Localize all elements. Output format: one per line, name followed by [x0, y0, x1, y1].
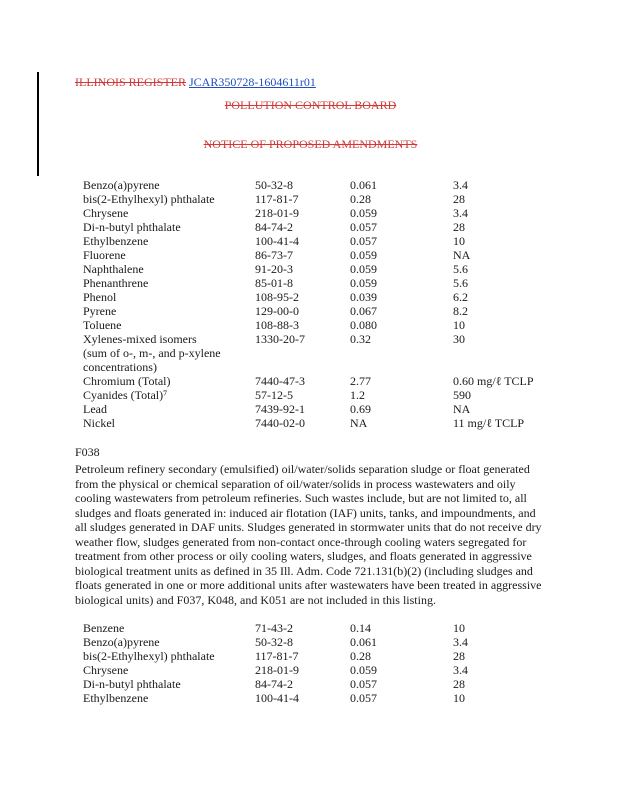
waste-code-label: F038: [75, 445, 100, 459]
table-row: [83, 332, 573, 346]
constituent-name: Chrysene: [83, 206, 129, 220]
revision-change-bar: [37, 72, 39, 176]
constituent-name: Chromium (Total): [83, 374, 171, 388]
table-row: [83, 234, 573, 248]
cas-number: [255, 360, 350, 374]
table-row: [83, 360, 573, 374]
constituent-name: Phenol: [83, 290, 117, 304]
constituent-name: Di-n-butyl phthalate: [83, 677, 181, 691]
cas-number: 7439-92-1: [255, 402, 305, 416]
nonwastewater-standard: 3.4: [453, 663, 468, 677]
nonwastewater-standard: [453, 360, 573, 374]
nonwastewater-standard: 10: [453, 621, 465, 635]
table-row: [83, 649, 573, 663]
cas-number: 1330-20-7: [255, 332, 305, 346]
constituent-name: Benzo(a)pyrene: [83, 178, 160, 192]
cas-number: 50-32-8: [255, 635, 293, 649]
wastewater-standard: [350, 346, 453, 360]
nonwastewater-standard: [453, 346, 573, 360]
cas-number: 57-12-5: [255, 388, 293, 402]
cas-number: 117-81-7: [255, 649, 299, 663]
constituent-name: Phenanthrene: [83, 276, 149, 290]
constituent-name: Ethylbenzene: [83, 691, 149, 705]
nonwastewater-standard: 8.2: [453, 304, 468, 318]
nonwastewater-standard: 10: [453, 234, 465, 248]
table-row: [83, 374, 573, 388]
constituent-name: Nickel: [83, 416, 115, 430]
wastewater-standard: 0.059: [350, 262, 377, 276]
nonwastewater-standard: 10: [453, 691, 465, 705]
table-row: [83, 262, 573, 276]
constituent-name: Toluene: [83, 318, 122, 332]
cas-number: 86-73-7: [255, 248, 293, 262]
wastewater-standard: 0.061: [350, 178, 377, 192]
board-title-struck: POLLUTION CONTROL BOARD: [224, 98, 397, 112]
constituent-name: Pyrene: [83, 304, 117, 318]
wastewater-standard: 0.080: [350, 318, 377, 332]
wastewater-standard: 0.057: [350, 677, 377, 691]
wastewater-standard: 0.039: [350, 290, 377, 304]
table-row: [83, 621, 573, 635]
cas-number: 84-74-2: [255, 220, 293, 234]
table-row: [83, 677, 573, 691]
cas-number: 129-00-0: [255, 304, 299, 318]
cas-number: 84-74-2: [255, 677, 293, 691]
constituent-name: Xylenes-mixed isomers: [83, 332, 197, 346]
nonwastewater-standard: 590: [453, 388, 471, 402]
register-header: [75, 75, 316, 90]
nonwastewater-standard: 28: [453, 649, 465, 663]
wastewater-standard: 0.69: [350, 402, 371, 416]
cas-number: 218-01-9: [255, 663, 299, 677]
wastewater-standard: 0.28: [350, 192, 371, 206]
cas-number: 117-81-7: [255, 192, 299, 206]
nonwastewater-standard: 10: [453, 318, 465, 332]
nonwastewater-standard: 3.4: [453, 178, 468, 192]
register-title-struck: ILLINOIS REGISTER: [75, 75, 186, 89]
nonwastewater-standard: 0.60 mg/ℓ TCLP: [453, 374, 534, 388]
table-row: [83, 192, 573, 206]
constituent-name: Ethylbenzene: [83, 234, 149, 248]
cas-number: 100-41-4: [255, 234, 299, 248]
nonwastewater-standard: 30: [453, 332, 465, 346]
register-id-inserted: JCAR350728-1604611r01: [189, 75, 316, 89]
cas-number: [255, 346, 350, 360]
wastewater-standard: 0.061: [350, 635, 377, 649]
wastewater-standard: 0.067: [350, 304, 377, 318]
table-row: [83, 663, 573, 677]
constituent-name: (sum of o-, m-, and p-xylene: [83, 346, 221, 360]
nonwastewater-standard: 28: [453, 220, 465, 234]
constituent-name: Lead: [83, 402, 107, 416]
table-row: [83, 416, 573, 430]
board-header: [0, 98, 621, 113]
wastewater-standard: [350, 360, 453, 374]
cas-number: 218-01-9: [255, 206, 299, 220]
constituent-name: Benzene: [83, 621, 125, 635]
waste-description-text: Petroleum refinery secondary (emulsified) oil/water/solids separation sludge or float generated from the physical or chemical separation of oil/water/solids in process wastewaters and oily cooling wastewaters from petroleum refineries. Such wastes include, but are not limited to, all sludges and floats generated in: induced air flotation (IAF) units, tanks, and impoundments, and all sludges generated in DAF units. Sludges generated in stormwater units that do not receive dry weather flow, sludges generated from non-contact once-through cooling waters segregated for treatment from other process or oily cooling waters, sludges, and floats generated in aggressive biological treatment units as defined in 35 Ill. Adm. Code 721.131(b)(2) (including sludges and floats generated in one or more additional units after wastewaters have been treated in aggressive biological units) and F037, K048, and K051 are not included in this listing.: [75, 462, 542, 607]
table-row: [83, 388, 573, 402]
table-row: [83, 206, 573, 220]
constituent-name: Fluorene: [83, 248, 126, 262]
cas-number: 7440-02-0: [255, 416, 305, 430]
cas-number: 85-01-8: [255, 276, 293, 290]
constituent-name: Benzo(a)pyrene: [83, 635, 160, 649]
constituent-name: concentrations): [83, 360, 157, 374]
table-row: [83, 178, 573, 192]
wastewater-standard: 2.77: [350, 374, 371, 388]
wastewater-standard: 0.057: [350, 220, 377, 234]
wastewater-standard: 0.059: [350, 248, 377, 262]
cas-number: 7440-47-3: [255, 374, 305, 388]
table-row: [83, 318, 573, 332]
nonwastewater-standard: 28: [453, 677, 465, 691]
constituent-name: Naphthalene: [83, 262, 144, 276]
wastewater-standard: 0.057: [350, 234, 377, 248]
nonwastewater-standard: 11 mg/ℓ TCLP: [453, 416, 525, 430]
nonwastewater-standard: NA: [453, 402, 471, 416]
wastewater-standard: 0.14: [350, 621, 371, 635]
table-row: [83, 290, 573, 304]
wastewater-standard: 0.32: [350, 332, 371, 346]
table-row: [83, 691, 573, 705]
constituent-name: Cyanides (Total)⁷: [83, 388, 168, 402]
nonwastewater-standard: 6.2: [453, 290, 468, 304]
constituent-name: bis(2-Ethylhexyl) phthalate: [83, 649, 215, 663]
nonwastewater-standard: 3.4: [453, 635, 468, 649]
cas-number: 108-88-3: [255, 318, 299, 332]
wastewater-standard: 0.057: [350, 691, 377, 705]
notice-header: [0, 137, 621, 152]
cas-number: 71-43-2: [255, 621, 293, 635]
table-row: [83, 346, 573, 360]
cas-number: 108-95-2: [255, 290, 299, 304]
wastewater-standard: 0.059: [350, 206, 377, 220]
table-row: [83, 248, 573, 262]
cas-number: 50-32-8: [255, 178, 293, 192]
wastewater-standard: NA: [350, 416, 368, 430]
cas-number: 100-41-4: [255, 691, 299, 705]
nonwastewater-standard: 3.4: [453, 206, 468, 220]
table-row: [83, 304, 573, 318]
constituent-name: bis(2-Ethylhexyl) phthalate: [83, 192, 215, 206]
table-row: [83, 276, 573, 290]
wastewater-standard: 0.059: [350, 663, 377, 677]
nonwastewater-standard: 5.6: [453, 262, 468, 276]
nonwastewater-standard: 5.6: [453, 276, 468, 290]
constituent-name: Di-n-butyl phthalate: [83, 220, 181, 234]
cas-number: 91-20-3: [255, 262, 293, 276]
wastewater-standard: 0.059: [350, 276, 377, 290]
table-row: [83, 635, 573, 649]
wastewater-standard: 1.2: [350, 388, 365, 402]
notice-title-struck: NOTICE OF PROPOSED AMENDMENTS: [203, 137, 418, 151]
nonwastewater-standard: NA: [453, 248, 471, 262]
constituent-table-2: [83, 621, 573, 705]
table-row: [83, 402, 573, 416]
nonwastewater-standard: 28: [453, 192, 465, 206]
constituent-table-1: [83, 178, 573, 430]
table-row: [83, 220, 573, 234]
waste-description-paragraph: [75, 462, 545, 607]
constituent-name: Chrysene: [83, 663, 129, 677]
wastewater-standard: 0.28: [350, 649, 371, 663]
